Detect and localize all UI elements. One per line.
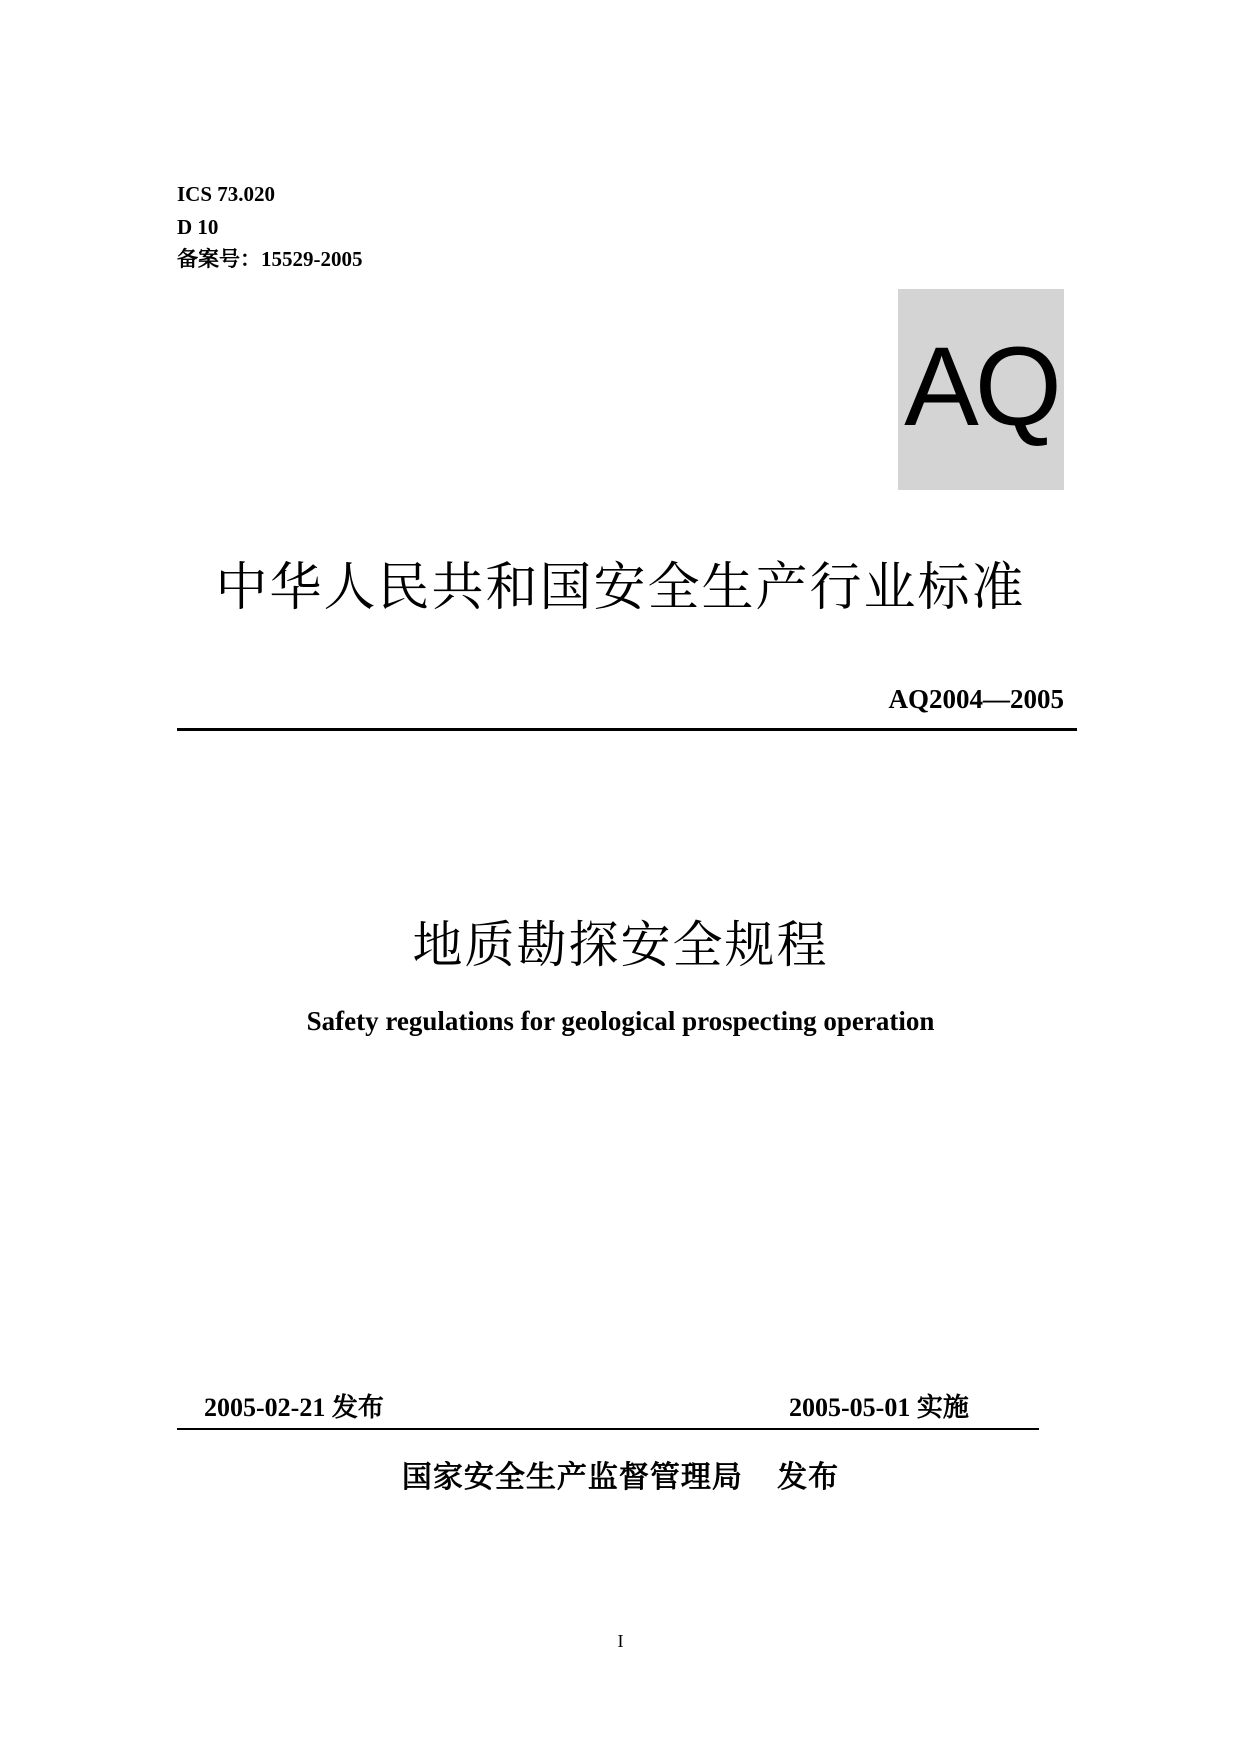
- header-divider: [177, 728, 1077, 731]
- publish-date: 2005-02-21 发布: [204, 1393, 384, 1422]
- effective-date: 2005-05-01 实施: [789, 1393, 969, 1422]
- standard-number: AQ2004—2005: [888, 684, 1064, 714]
- page-number: I: [617, 1631, 624, 1651]
- document-title-english: Safety regulations for geological prospecting operation: [306, 1006, 935, 1036]
- standard-authority-title: 中华人民共和国安全生产行业标准: [215, 558, 1026, 618]
- date-row: [177, 1392, 1039, 1430]
- document-title-chinese: 地质勘探安全规程: [412, 916, 829, 974]
- publisher: 国家安全生产监督管理局 发布: [401, 1460, 840, 1495]
- filing-number: 备案号：15529-2005: [177, 247, 363, 271]
- ics-code: ICS 73.020: [177, 182, 276, 206]
- aq-logo-text: AQ: [904, 324, 1058, 449]
- aq-logo: [898, 289, 1064, 490]
- ccs-code: D 10: [177, 215, 219, 239]
